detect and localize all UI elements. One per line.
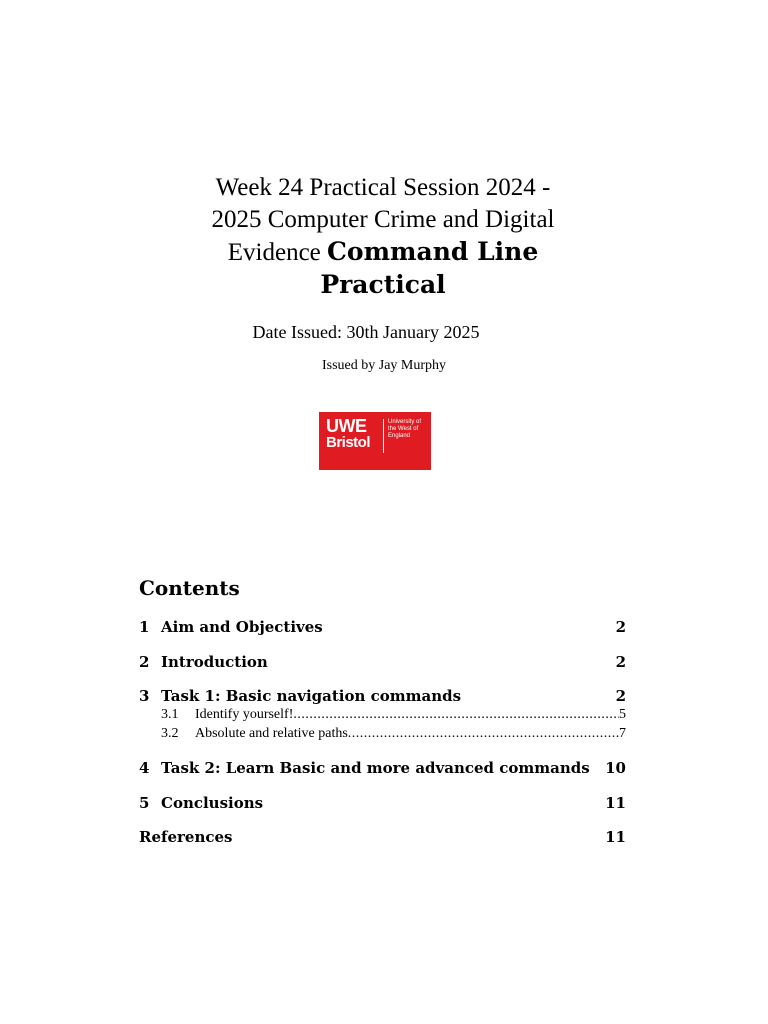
toc-page: 2 (615, 687, 626, 705)
document-title (190, 172, 576, 302)
toc-entry-references[interactable] (139, 828, 626, 846)
toc-subentry-3-2[interactable] (161, 726, 626, 742)
toc-title: References (139, 828, 233, 846)
toc-sub-page: 7 (619, 726, 626, 741)
logo-university: University of the West of England (388, 419, 422, 439)
toc-page: 2 (615, 653, 626, 671)
logo-line1: UWE (326, 416, 367, 436)
date-issued: Date Issued: 30th January 2025 (252, 322, 480, 342)
toc-title: Task 2: Learn Basic and more advanced commands (161, 759, 590, 777)
toc-entry-2[interactable] (139, 653, 626, 671)
toc-leader-dots (293, 707, 619, 723)
toc-entry-3[interactable] (139, 687, 626, 705)
toc-sub-number: 3.2 (161, 726, 179, 741)
contents-heading: Contents (139, 576, 240, 600)
toc-title: Introduction (161, 653, 268, 671)
toc-entry-4[interactable] (139, 759, 626, 777)
toc-subentry-3-1[interactable] (161, 707, 626, 723)
toc-number: 4 (139, 759, 150, 777)
issued-by: Issued by Jay Murphy (321, 358, 447, 373)
toc-title: Conclusions (161, 794, 264, 812)
uwe-bristol-logo (319, 412, 431, 470)
toc-sub-title: Identify yourself! (195, 707, 294, 722)
logo-divider (383, 419, 384, 453)
title-bold: Command Line Practical (320, 237, 539, 299)
toc-sub-title: Absolute and relative paths (195, 726, 348, 741)
toc-sub-page: 5 (619, 707, 626, 722)
toc-sub-number: 3.1 (161, 707, 179, 722)
toc-number: 5 (139, 794, 150, 812)
toc-page: 10 (605, 759, 626, 777)
toc-entry-5[interactable] (139, 794, 626, 812)
toc-number: 1 (139, 618, 150, 636)
toc-title: Task 1: Basic navigation commands (161, 687, 462, 705)
toc-page: 11 (605, 794, 626, 812)
toc-number: 2 (139, 653, 150, 671)
toc-leader-dots (348, 726, 619, 742)
title-regular: Week 24 Practical Session 2024 - 2025 Computer Crime and Digital Evidence (211, 174, 555, 266)
toc-page: 11 (605, 828, 626, 846)
toc-page: 2 (615, 618, 626, 636)
toc-title: Aim and Objectives (161, 618, 323, 636)
toc-number: 3 (139, 687, 150, 705)
logo-line2: Bristol (326, 434, 371, 451)
toc-entry-1[interactable] (139, 618, 626, 636)
